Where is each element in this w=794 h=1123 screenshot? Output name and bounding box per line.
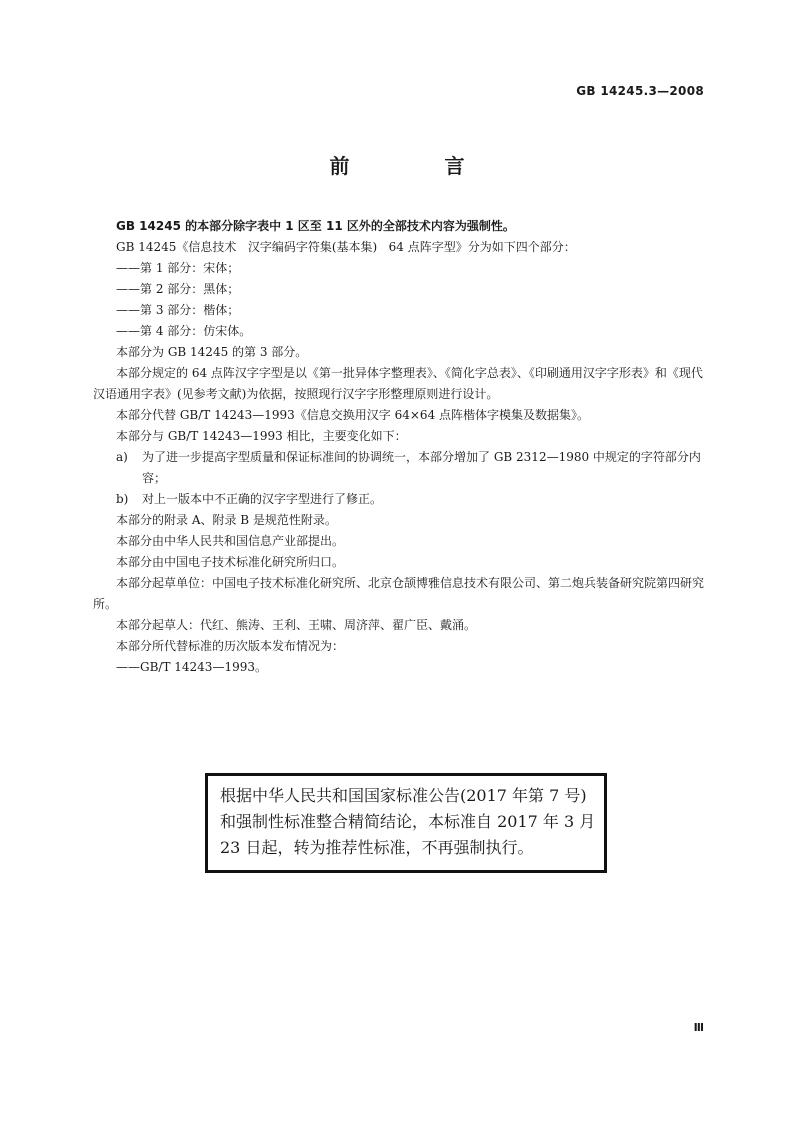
- status-notice-box: 根据中华人民共和国国家标准公告(2017 年第 7 号)和强制性标准整合精简结论，本标准自 2017 年 3 月 23 日起，转为推荐性标准，不再强制执行。: [205, 773, 607, 873]
- list-item-text: 对上一版本中不正确的汉字字型进行了修正。: [142, 492, 383, 506]
- paragraph: 本部分起草单位：中国电子技术标准化研究所、北京仓颉博雅信息技术有限公司、第二炮兵装备研究院第四研究所。: [93, 576, 705, 611]
- document-code: GB 14245.3—2008: [576, 84, 704, 98]
- list-marker: a): [116, 450, 128, 464]
- list-item-b: [93, 489, 708, 510]
- list-item: ——第 1 部分：宋体；: [116, 261, 240, 275]
- list-item-a: [93, 447, 708, 489]
- paragraph: 本部分由中华人民共和国信息产业部提出。: [116, 534, 345, 548]
- paragraph: 本部分起草人：代红、熊涛、王利、王啸、周济萍、翟广臣、戴涌。: [116, 618, 477, 632]
- paragraph: 本部分与 GB/T 14243—1993 相比，主要变化如下：: [116, 429, 407, 443]
- list-item: ——GB/T 14243—1993。: [116, 660, 267, 674]
- list-item-text: 为了进一步提高字型质量和保证标准间的协调统一，本部分增加了 GB 2312—1980 中规定的字符部分内容；: [142, 450, 701, 485]
- paragraph: 本部分所代替标准的历次版本发布情况为：: [116, 639, 345, 653]
- page-number: Ⅲ: [693, 1021, 704, 1034]
- paragraph: 本部分由中国电子技术标准化研究所归口。: [116, 555, 345, 569]
- paragraph: 本部分规定的 64 点阵汉字字型是以《第一批异体字整理表》、《简化字总表》、《印刷通用汉字字形表》和《现代汉语通用字表》(见参考文献)为依据，按照现行汉字字形整理原则进行设计。: [93, 366, 703, 401]
- list-item: ——第 4 部分：仿宋体。: [116, 324, 252, 338]
- paragraph: 本部分的附录 A、附录 B 是规范性附录。: [116, 513, 337, 527]
- page-title: 前 言: [329, 154, 509, 178]
- list-marker: b): [116, 492, 129, 506]
- list-item: ——第 3 部分：楷体；: [116, 303, 240, 317]
- paragraph: 本部分代替 GB/T 14243—1993《信息交换用汉字 64×64 点阵楷体字模集及数据集》。: [116, 408, 590, 422]
- foreword-body: [93, 216, 708, 678]
- paragraph: GB 14245《信息技术 汉字编码字符集(基本集) 64 点阵字型》分为如下四个部分：: [116, 240, 576, 254]
- mandatory-statement: GB 14245 的本部分除字表中 1 区至 11 区外的全部技术内容为强制性。: [116, 219, 515, 233]
- paragraph: 本部分为 GB 14245 的第 3 部分。: [116, 345, 308, 359]
- list-item: ——第 2 部分：黑体；: [116, 282, 240, 296]
